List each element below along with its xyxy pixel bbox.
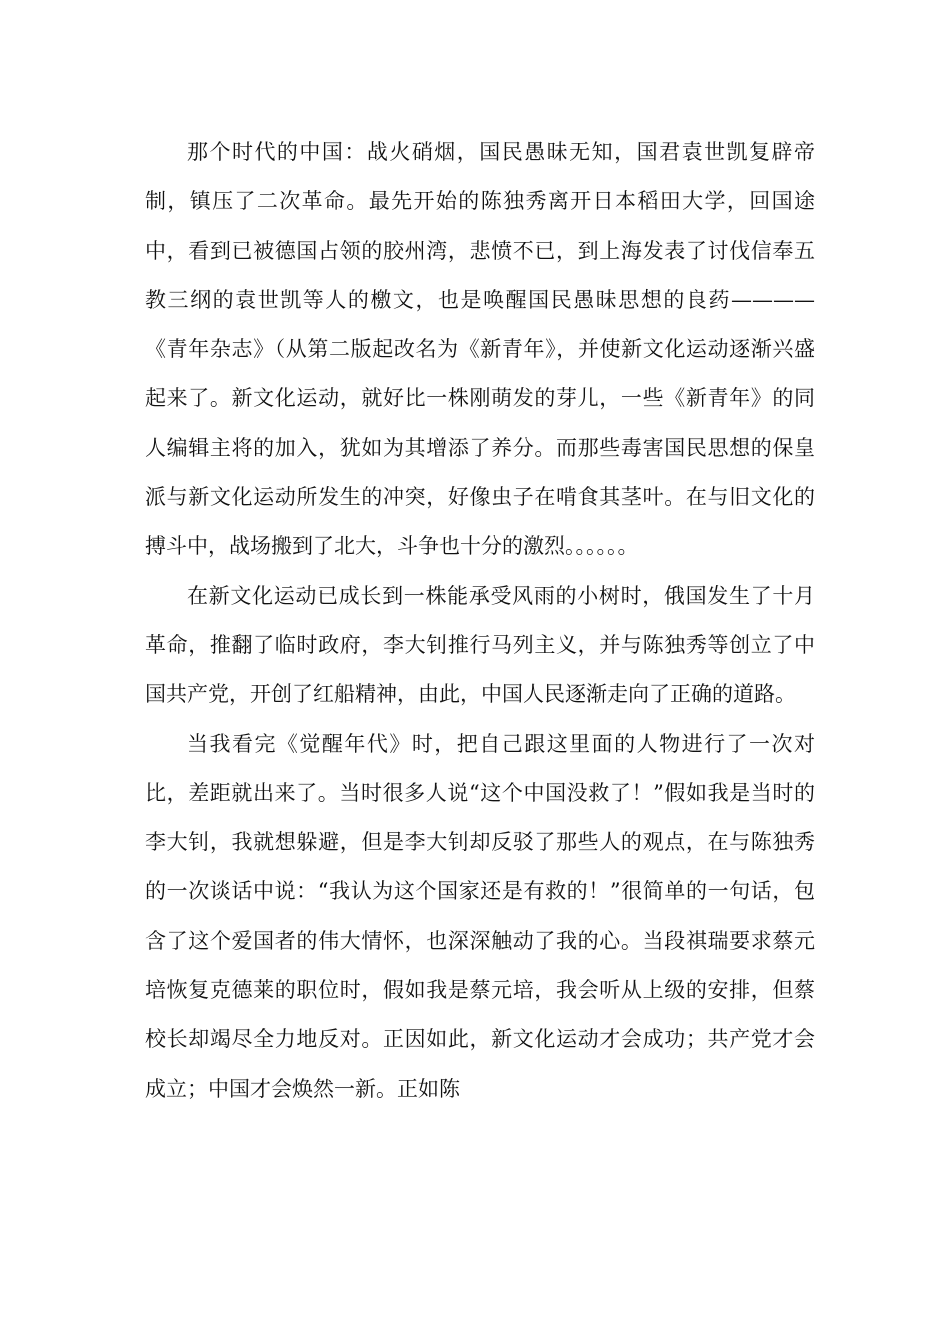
document-body bbox=[145, 128, 815, 1114]
paragraph-2: 在新文化运动已成长到一株能承受风雨的小树时，俄国发生了十月革命，推翻了临时政府，李大钊推行马列主义，并与陈独秀等创立了中国共产党，开创了红船精神，由此，中国人民逐渐走向了正确的道路。 bbox=[145, 583, 815, 707]
paragraph-3: 当我看完《觉醒年代》时，把自己跟这里面的人物进行了一次对比，差距就出来了。当时很多人说“这个中国没救了！”假如我是当时的李大钊，我就想躲避，但是李大钊却反驳了那些人的观点，在与陈独秀的一次谈话中说：“我认为这个国家还是有救的！”很简单的一句话，包含了这个爱国者的伟大情怀，也深深触动了我的心。当段祺瑞要求蔡元培恢复克德莱的职位时，假如我是蔡元培，我会听从上级的安排，但蔡校长却竭尽全力地反对。正因如此，新文化运动才会成功；共产党才会成立；中国才会焕然一新。正如陈 bbox=[145, 731, 815, 1101]
paragraph-1: 那个时代的中国：战火硝烟，国民愚昧无知，国君袁世凯复辟帝制，镇压了二次革命。最先开始的陈独秀离开日本稻田大学，回国途中，看到已被德国占领的胶州湾，悲愤不已，到上海发表了讨伐信奉五教三纲的袁世凯等人的檄文，也是唤醒国民愚昧思想的良药————《青年杂志》（从第二版起改名为《新青年》，并使新文化运动逐渐兴盛起来了。新文化运动，就好比一株刚萌发的芽儿，一些《新青年》的同人编辑主将的加入，犹如为其增添了养分。而那些毒害国民思想的保皇派与新文化运动所发生的冲突，好像虫子在啃食其茎叶。在与旧文化的搏斗中，战场搬到了北大，斗争也十分的激烈。。。。。。 bbox=[145, 140, 815, 559]
